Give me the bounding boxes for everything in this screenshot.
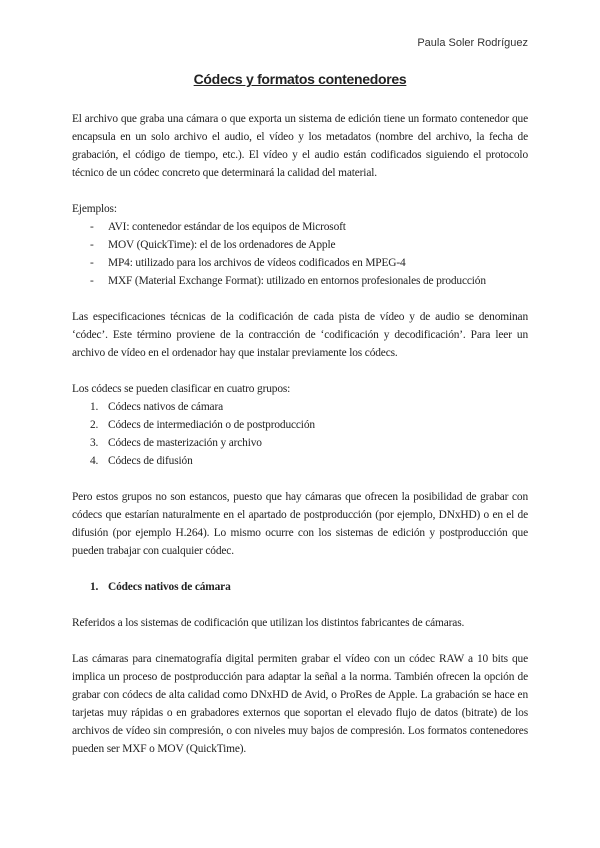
section-paragraph: Referidos a los sistemas de codificación que utilizan los distintos fabricantes de cámaras. <box>72 617 465 629</box>
examples-label: Ejemplos: <box>72 203 117 215</box>
list-text: Códecs de intermediación o de postproducción <box>108 419 315 431</box>
groups-label: Los códecs se pueden clasificar en cuatro grupos: <box>72 383 291 395</box>
author-name: Paula Soler Rodríguez <box>417 37 528 49</box>
section-title: Códecs nativos de cámara <box>108 581 231 593</box>
section-paragraph: Las cámaras para cinematografía digital permiten grabar el vídeo con un códec RAW a 10 bits que implica un proceso de postproducción para adaptar la señal a la norma. También ofrecen la opción de grabar con códecs de alta calidad como DNxHD de Avid, o ProRes de Apple. La grabación se hace en tarjetas muy rápidas o en grabadores externos que soportan el elevado flujo de datos (bitrate) de los archivos de vídeo sin compresión, o con niveles muy bajos de compresión. Los formatos contenedores pueden ser MXF o MOV (QuickTime). <box>72 653 528 755</box>
list-number: 3. <box>90 437 99 449</box>
list-number: 1. <box>90 401 99 413</box>
groups-note-paragraph: Pero estos grupos no son estancos, puesto que hay cámaras que ofrecen la posibilidad de grabar con códecs que estarían naturalmente en el apartado de postproducción (por ejemplo, DNxHD) o en el de difusión (por ejemplo H.264). Lo mismo ocurre con los sistemas de edición y postproducción que pueden trabajar con cualquier códec. <box>72 491 528 557</box>
intro-paragraph: El archivo que graba una cámara o que exporta un sistema de edición tiene un formato contenedor que encapsula en un solo archivo el audio, el vídeo y los metadatos (nombre del archivo, la fecha de grabación, el código de tiempo, etc.). El vídeo y el audio están codificados siguiendo el protocolo técnico de un códec concreto que determinará la calidad del material. <box>72 113 528 179</box>
list-item <box>72 416 528 434</box>
list-number: 4. <box>90 455 99 467</box>
list-item <box>72 398 528 416</box>
section-number: 1. <box>90 581 99 593</box>
list-item: - MXF (Material Exchange Format): utilizado en entornos profesionales de producción <box>72 272 528 290</box>
list-item: - MOV (QuickTime): el de los ordenadores de Apple <box>72 236 528 254</box>
document-body <box>72 110 528 776</box>
list-item <box>72 434 528 452</box>
list-text: Códecs nativos de cámara <box>108 401 224 413</box>
codec-definition-paragraph: Las especificaciones técnicas de la codificación de cada pista de vídeo y de audio se denominan ‘códec’. Este término proviene de la contracción de ‘codificación y decodificación’. Para leer un archivo de vídeo en el ordenador hay que instalar previamente los códecs. <box>72 311 528 359</box>
list-number: 2. <box>90 419 99 431</box>
list-item <box>72 452 528 470</box>
section-heading <box>72 578 528 596</box>
list-item: - AVI: contenedor estándar de los equipos de Microsoft <box>72 218 528 236</box>
list-text: Códecs de masterización y archivo <box>108 437 262 449</box>
document-title: Códecs y formatos contenedores <box>193 71 407 87</box>
list-text: Códecs de difusión <box>108 455 193 467</box>
examples-list <box>72 218 528 290</box>
list-item: - MP4: utilizado para los archivos de vídeos codificados en MPEG-4 <box>72 254 528 272</box>
groups-list <box>72 398 528 470</box>
